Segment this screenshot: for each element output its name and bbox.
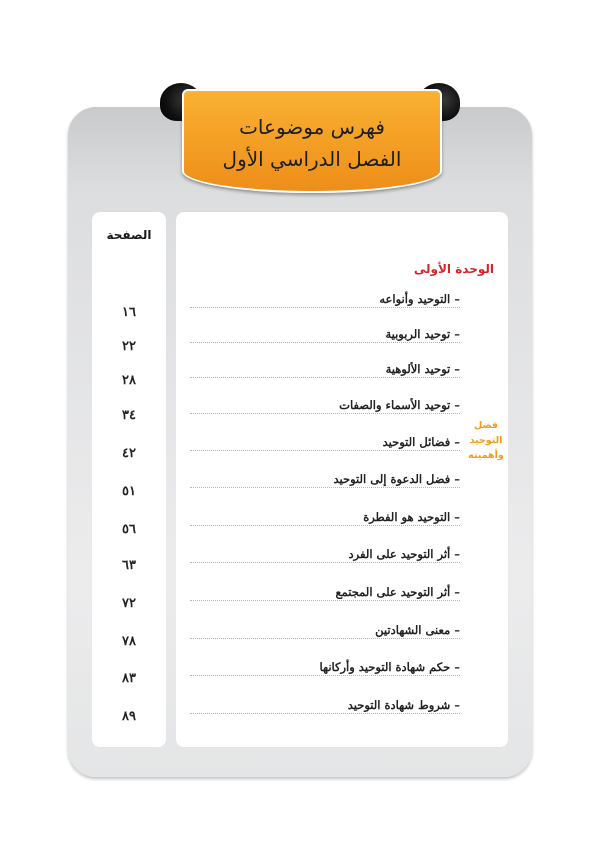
dot-leader	[190, 713, 460, 714]
toc-entry[interactable]	[190, 698, 460, 718]
toc-entry[interactable]	[190, 585, 460, 605]
page-number: ١٦	[122, 305, 136, 320]
dot-leader	[190, 307, 460, 308]
page-number: ٦٣	[122, 558, 136, 573]
toc-entry[interactable]	[190, 660, 460, 680]
page-number: ٢٢	[122, 339, 136, 354]
toc-entry-text: – معنى الشهادتين	[371, 623, 460, 637]
side-label-line: وأهميته	[468, 450, 504, 461]
contents-column	[176, 212, 508, 747]
page-number: ٣٤	[122, 408, 136, 423]
toc-entry[interactable]	[190, 292, 460, 312]
side-label-line: التوحيد	[469, 435, 503, 446]
dot-leader	[190, 562, 460, 563]
dot-leader	[190, 675, 460, 676]
toc-entry-text: – فضائل التوحيد	[379, 435, 460, 449]
page-number: ٨٩	[122, 709, 136, 724]
banner-subtitle: الفصل الدراسي الأول	[222, 147, 402, 171]
dot-leader	[190, 487, 460, 488]
page-number-column	[92, 212, 166, 747]
toc-entry-text: – أثر التوحيد على الفرد	[345, 547, 460, 561]
ribbon	[182, 89, 442, 193]
toc-entry-text: – التوحيد وأنواعه	[375, 292, 460, 306]
toc-entry[interactable]	[190, 510, 460, 530]
toc-entry-text: – أثر التوحيد على المجتمع	[332, 585, 461, 599]
banner-title: فهرس موضوعات	[239, 115, 385, 139]
dot-leader	[190, 413, 460, 414]
toc-entry[interactable]	[190, 327, 460, 347]
toc-entry[interactable]	[190, 547, 460, 567]
toc-entry-text: – فضل الدعوة إلى التوحيد	[329, 472, 460, 486]
page-number: ٨٣	[122, 671, 136, 686]
toc-entry-text: – شروط شهادة التوحيد	[344, 698, 460, 712]
dot-leader	[190, 525, 460, 526]
toc-entry-text: – حكم شهادة التوحيد وأركانها	[316, 660, 460, 674]
toc-entry-text: – توحيد الربوبية	[381, 327, 460, 341]
page-number: ٧٢	[122, 596, 136, 611]
toc-entry[interactable]	[190, 435, 460, 455]
toc-entry[interactable]	[190, 623, 460, 643]
page-number: ٤٢	[122, 446, 136, 461]
toc-entry[interactable]	[190, 398, 460, 418]
dot-leader	[190, 638, 460, 639]
side-label-line: فضل	[473, 420, 499, 431]
dot-leader	[190, 450, 460, 451]
page-number: ٥١	[122, 484, 136, 499]
toc-entry-text: – توحيد الألوهية	[382, 362, 460, 376]
toc-entry-text: – توحيد الأسماء والصفات	[335, 398, 460, 412]
toc-entry[interactable]	[190, 362, 460, 382]
page-number: ٥٦	[122, 522, 136, 537]
section-side-label	[464, 418, 508, 463]
dot-leader	[190, 600, 460, 601]
page-number: ٧٨	[122, 634, 136, 649]
unit-title: الوحدة الأولى	[413, 262, 494, 276]
toc-entry-text: – التوحيد هو الفطرة	[359, 510, 460, 524]
page-column-header: الصفحة	[106, 228, 152, 242]
page-number: ٢٨	[122, 373, 136, 388]
dot-leader	[190, 377, 460, 378]
dot-leader	[190, 342, 460, 343]
title-banner	[160, 83, 460, 193]
toc-entry[interactable]	[190, 472, 460, 492]
